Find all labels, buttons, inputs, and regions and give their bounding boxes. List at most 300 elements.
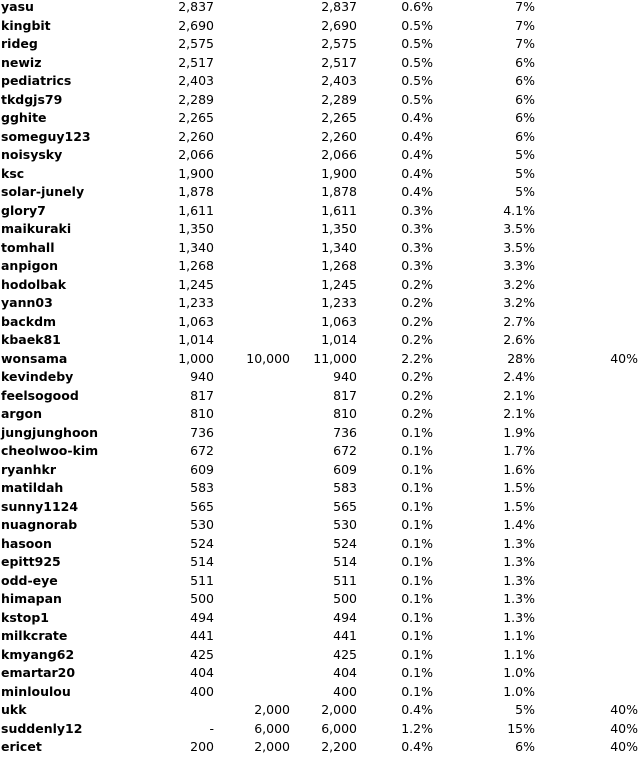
amount-a-cell[interactable]: 2,575 [178,36,214,51]
percent-cell[interactable]: 1.3% [503,609,535,625]
percent-cell[interactable]: 4.1% [503,202,535,218]
percent-cell[interactable]: 3.5% [503,239,535,255]
amount-b-cell[interactable] [216,442,292,461]
amount-a-cell[interactable]: 1,000 [178,350,214,366]
amount-b-cell[interactable] [216,35,292,54]
percent-cell[interactable]: 2.1% [503,387,535,403]
share-cell[interactable]: 0.1% [401,443,433,458]
user-name-cell[interactable]: sunny1124 [1,498,79,514]
percent-cell[interactable]: 5% [515,184,535,199]
amount-b-cell[interactable] [216,276,292,295]
table-row [0,257,640,276]
share-cell[interactable]: 0.1% [401,609,433,625]
amount-a-cell[interactable] [113,701,216,720]
user-name-cell[interactable]: kingbit [1,17,51,33]
user-name-cell[interactable]: argon [1,406,43,421]
rate-cell[interactable] [537,498,640,517]
percent-cell[interactable]: 6% [515,128,535,144]
share-cell[interactable]: 0.2% [401,406,433,421]
rate-cell[interactable] [537,646,640,665]
amount-b-cell[interactable] [216,405,292,424]
amount-b-cell[interactable] [216,498,292,517]
share-cell[interactable]: 0.5% [401,73,433,88]
total-cell[interactable]: 1,245 [321,276,357,292]
rate-cell[interactable] [537,405,640,424]
amount-b-cell[interactable] [216,683,292,702]
amount-a-cell[interactable]: 1,340 [178,239,214,255]
rate-cell[interactable] [537,424,640,443]
total-cell[interactable]: 2,690 [321,17,357,33]
table-row [0,590,640,609]
rate-cell[interactable]: 40% [610,720,638,736]
total-cell[interactable]: 6,000 [321,720,357,736]
user-name-cell[interactable]: himapan [1,591,62,606]
user-name-cell[interactable]: milkcrate [1,628,68,643]
percent-cell[interactable]: 28% [507,350,535,366]
amount-b-cell[interactable] [216,54,292,73]
user-name-cell[interactable]: epitt925 [1,554,61,569]
percent-cell[interactable]: 1.0% [503,665,535,680]
user-name-cell[interactable]: pediatrics [1,73,72,88]
total-cell[interactable]: 530 [333,517,357,532]
amount-b-cell[interactable] [216,331,292,350]
share-cell[interactable]: 0.4% [401,110,433,125]
percent-cell[interactable]: 2.7% [503,313,535,329]
total-cell[interactable]: 583 [333,480,357,495]
total-cell[interactable]: 400 [333,683,357,699]
share-cell[interactable]: 0.2% [401,276,433,292]
share-cell[interactable]: 0.6% [401,0,433,14]
total-cell[interactable]: 2,575 [321,36,357,51]
rate-cell[interactable] [537,183,640,202]
share-cell[interactable]: 0.1% [401,646,433,662]
rate-cell[interactable] [537,590,640,609]
user-name-cell[interactable]: gghite [1,110,47,125]
user-name-cell[interactable]: yasu [1,0,34,14]
share-cell[interactable]: 0.2% [401,332,433,347]
amount-b-cell[interactable] [216,424,292,443]
rate-cell[interactable] [537,165,640,184]
amount-b-cell[interactable] [216,609,292,628]
rate-cell[interactable] [537,516,640,535]
amount-a-cell[interactable]: 200 [190,739,214,754]
percent-cell[interactable]: 1.1% [503,646,535,662]
share-cell[interactable]: 0.1% [401,498,433,514]
total-cell[interactable]: 11,000 [313,350,357,366]
user-name-cell[interactable]: kmyang62 [1,646,75,662]
percent-cell[interactable]: 1.5% [503,480,535,495]
user-name-cell[interactable]: cheolwoo-kim [1,443,99,458]
amount-b-cell[interactable]: 2,000 [254,739,290,754]
rate-cell[interactable] [537,553,640,572]
total-cell[interactable]: 940 [333,369,357,384]
user-name-cell[interactable]: feelsogood [1,387,79,403]
amount-b-cell[interactable] [216,572,292,591]
share-cell[interactable]: 0.5% [401,91,433,107]
share-cell[interactable]: 0.4% [401,128,433,144]
rate-cell[interactable]: 40% [610,350,638,366]
total-cell[interactable]: 817 [333,387,357,403]
amount-a-cell[interactable]: 494 [190,609,214,625]
table-row [0,516,640,535]
user-name-cell[interactable]: kevindeby [1,369,74,384]
amount-a-cell[interactable]: 810 [190,406,214,421]
amount-b-cell[interactable] [216,72,292,91]
amount-b-cell[interactable] [216,202,292,221]
amount-b-cell[interactable]: 2,000 [254,702,290,717]
percent-cell[interactable]: 1.3% [503,535,535,551]
total-cell[interactable]: 1,340 [321,239,357,255]
amount-a-cell[interactable]: 817 [190,387,214,403]
total-cell[interactable]: 672 [333,443,357,458]
amount-a-cell[interactable]: 2,265 [178,110,214,125]
total-cell[interactable]: 2,837 [321,0,357,14]
percent-cell[interactable]: 6% [515,73,535,88]
amount-a-cell[interactable]: 2,260 [178,128,214,144]
amount-b-cell[interactable]: 6,000 [254,720,290,736]
amount-a-cell[interactable]: 500 [190,591,214,606]
amount-b-cell[interactable] [216,109,292,128]
share-cell[interactable]: 0.5% [401,17,433,33]
user-name-cell[interactable]: hasoon [1,535,52,551]
rate-cell[interactable] [537,35,640,54]
percent-cell[interactable]: 1.5% [503,498,535,514]
percent-cell[interactable]: 3.5% [503,221,535,236]
total-cell[interactable]: 2,289 [321,91,357,107]
user-name-cell[interactable]: backdm [1,313,57,329]
amount-a-cell[interactable]: - [209,720,214,736]
percent-cell[interactable]: 6% [515,110,535,125]
amount-a-cell[interactable]: 2,403 [178,73,214,88]
rate-cell[interactable] [537,128,640,147]
share-cell[interactable]: 0.4% [401,165,433,181]
total-cell[interactable]: 2,200 [321,739,357,754]
share-cell[interactable]: 0.1% [401,480,433,495]
user-name-cell[interactable]: nuagnorab [1,517,78,532]
user-name-cell[interactable]: wonsama [1,350,68,366]
amount-b-cell[interactable] [216,368,292,387]
rate-cell[interactable] [537,0,640,17]
user-name-cell[interactable]: ericet [1,739,42,754]
rate-cell[interactable] [537,313,640,332]
total-cell[interactable]: 1,268 [321,258,357,273]
amount-b-cell[interactable] [216,313,292,332]
percent-cell[interactable]: 6% [515,739,535,754]
amount-a-cell[interactable]: 1,063 [178,313,214,329]
user-name-cell[interactable]: ryanhkr [1,461,57,477]
total-cell[interactable]: 2,000 [321,702,357,717]
rate-cell[interactable] [537,442,640,461]
total-cell[interactable]: 2,517 [321,54,357,70]
rate-cell[interactable] [537,220,640,239]
share-cell[interactable]: 1.2% [401,720,433,736]
amount-a-cell[interactable]: 511 [190,572,214,588]
rate-cell[interactable]: 40% [610,739,638,754]
total-cell[interactable]: 2,066 [321,147,357,162]
share-cell[interactable]: 0.1% [401,424,433,440]
percent-cell[interactable]: 5% [515,702,535,717]
amount-a-cell[interactable]: 400 [190,683,214,699]
rate-cell[interactable] [537,368,640,387]
total-cell[interactable]: 1,233 [321,295,357,310]
amount-a-cell[interactable]: 404 [190,665,214,680]
amount-a-cell[interactable]: 2,066 [178,147,214,162]
total-cell[interactable]: 514 [333,554,357,569]
amount-a-cell[interactable]: 1,611 [178,202,214,218]
user-name-cell[interactable]: solar-junely [1,184,85,199]
percent-cell[interactable]: 3.2% [503,276,535,292]
total-cell[interactable]: 500 [333,591,357,606]
amount-a-cell[interactable]: 514 [190,554,214,569]
percent-cell[interactable]: 1.6% [503,461,535,477]
table-row [0,72,640,91]
amount-b-cell[interactable] [216,590,292,609]
amount-a-cell[interactable]: 672 [190,443,214,458]
share-cell[interactable]: 0.1% [401,461,433,477]
amount-b-cell[interactable] [216,183,292,202]
total-cell[interactable]: 494 [333,609,357,625]
share-cell[interactable]: 0.1% [401,572,433,588]
table-row [0,461,640,480]
rate-cell[interactable] [537,609,640,628]
total-cell[interactable]: 511 [333,572,357,588]
amount-a-cell[interactable]: 1,014 [178,332,214,347]
total-cell[interactable]: 810 [333,406,357,421]
share-cell[interactable]: 2.2% [401,350,433,366]
user-name-cell[interactable]: glory7 [1,202,46,218]
percent-cell[interactable]: 6% [515,91,535,107]
user-name-cell[interactable]: noisysky [1,147,63,162]
amount-a-cell[interactable]: 1,233 [178,295,214,310]
amount-b-cell[interactable] [216,479,292,498]
amount-b-cell[interactable] [216,165,292,184]
amount-b-cell[interactable] [216,0,292,17]
total-cell[interactable]: 1,350 [321,221,357,236]
amount-b-cell[interactable] [216,646,292,665]
rate-cell[interactable] [537,72,640,91]
table-row [0,646,640,665]
user-name-cell[interactable]: hodolbak [1,276,67,292]
amount-a-cell[interactable]: 1,268 [178,258,214,273]
amount-b-cell[interactable] [216,294,292,313]
table-row [0,498,640,517]
amount-a-cell[interactable]: 530 [190,517,214,532]
share-cell[interactable]: 0.5% [401,54,433,70]
amount-a-cell[interactable]: 2,837 [178,0,214,14]
percent-cell[interactable]: 15% [507,720,535,736]
rate-cell[interactable]: 40% [610,702,638,717]
percent-cell[interactable]: 2.1% [503,406,535,421]
amount-a-cell[interactable]: 2,289 [178,91,214,107]
share-cell[interactable]: 0.4% [401,739,433,754]
percent-cell[interactable]: 1.3% [503,554,535,569]
user-name-cell[interactable]: tomhall [1,239,55,255]
amount-a-cell[interactable]: 425 [190,646,214,662]
amount-b-cell[interactable] [216,387,292,406]
share-cell[interactable]: 0.3% [401,239,433,255]
percent-cell[interactable]: 1.7% [503,443,535,458]
amount-a-cell[interactable]: 1,350 [178,221,214,236]
percent-cell[interactable]: 5% [515,147,535,162]
percent-cell[interactable]: 2.4% [503,369,535,384]
total-cell[interactable]: 565 [333,498,357,514]
share-cell[interactable]: 0.4% [401,702,433,717]
amount-a-cell[interactable]: 1,900 [178,165,214,181]
share-cell[interactable]: 0.3% [401,221,433,236]
total-cell[interactable]: 2,260 [321,128,357,144]
percent-cell[interactable]: 1.1% [503,628,535,643]
amount-b-cell[interactable] [216,91,292,110]
amount-a-cell[interactable]: 940 [190,369,214,384]
amount-a-cell[interactable]: 583 [190,480,214,495]
user-name-cell[interactable]: newiz [1,54,42,70]
amount-b-cell[interactable] [216,461,292,480]
rate-cell[interactable] [537,479,640,498]
share-cell[interactable]: 0.3% [401,258,433,273]
table-row [0,387,640,406]
percent-cell[interactable]: 3.2% [503,295,535,310]
share-cell[interactable]: 0.1% [401,517,433,532]
share-cell[interactable]: 0.2% [401,387,433,403]
total-cell[interactable]: 1,900 [321,165,357,181]
amount-b-cell[interactable] [216,17,292,36]
total-cell[interactable]: 2,403 [321,73,357,88]
table-row [0,368,640,387]
amount-b-cell[interactable] [216,516,292,535]
rate-cell[interactable] [537,387,640,406]
rate-cell[interactable] [537,257,640,276]
rate-cell[interactable] [537,331,640,350]
amount-a-cell[interactable]: 441 [190,628,214,643]
share-cell[interactable]: 0.1% [401,628,433,643]
amount-a-cell[interactable]: 609 [190,461,214,477]
table-row [0,220,640,239]
percent-cell[interactable]: 3.3% [503,258,535,273]
amount-a-cell[interactable]: 2,690 [178,17,214,33]
total-cell[interactable]: 441 [333,628,357,643]
share-cell[interactable]: 0.4% [401,184,433,199]
percent-cell[interactable]: 7% [515,0,535,14]
rate-cell[interactable] [537,664,640,683]
amount-a-cell[interactable]: 524 [190,535,214,551]
amount-a-cell[interactable]: 1,245 [178,276,214,292]
user-name-cell[interactable]: ksc [1,165,25,181]
amount-b-cell[interactable] [216,128,292,147]
share-cell[interactable]: 0.2% [401,295,433,310]
percent-cell[interactable]: 6% [515,54,535,70]
amount-b-cell[interactable] [216,664,292,683]
total-cell[interactable]: 404 [333,665,357,680]
user-name-cell[interactable]: yann03 [1,295,53,310]
rate-cell[interactable] [537,109,640,128]
rate-cell[interactable] [537,294,640,313]
user-name-cell[interactable]: emartar20 [1,665,76,680]
rate-cell[interactable] [537,572,640,591]
total-cell[interactable]: 2,265 [321,110,357,125]
amount-a-cell[interactable]: 736 [190,424,214,440]
rate-cell[interactable] [537,627,640,646]
user-name-cell[interactable]: maikuraki [1,221,72,236]
share-cell[interactable]: 0.1% [401,665,433,680]
percent-cell[interactable]: 7% [515,36,535,51]
total-cell[interactable]: 1,611 [321,202,357,218]
user-name-cell[interactable]: suddenly12 [1,720,83,736]
percent-cell[interactable]: 7% [515,17,535,33]
amount-b-cell[interactable] [216,146,292,165]
total-cell[interactable]: 425 [333,646,357,662]
amount-a-cell[interactable]: 2,517 [178,54,214,70]
total-cell[interactable]: 1,014 [321,332,357,347]
share-cell[interactable]: 0.1% [401,535,433,551]
rate-cell[interactable] [537,146,640,165]
total-cell[interactable]: 736 [333,424,357,440]
user-name-cell[interactable]: rideg [1,36,38,51]
share-cell[interactable]: 0.3% [401,202,433,218]
amount-b-cell[interactable] [216,220,292,239]
percent-cell[interactable]: 1.9% [503,424,535,440]
amount-b-cell[interactable] [216,239,292,258]
total-cell[interactable]: 1,063 [321,313,357,329]
user-name-cell[interactable]: tkdgjs79 [1,91,63,107]
user-name-cell[interactable]: jungjunghoon [1,424,99,440]
share-cell[interactable]: 0.4% [401,147,433,162]
share-cell[interactable]: 0.2% [401,369,433,384]
share-cell[interactable]: 0.5% [401,36,433,51]
table-row [0,424,640,443]
total-cell[interactable]: 524 [333,535,357,551]
table-row [0,294,640,313]
user-name-cell[interactable]: minloulou [1,683,71,699]
rate-cell[interactable] [537,17,640,36]
user-name-cell[interactable]: kbaek81 [1,332,61,347]
rate-cell[interactable] [537,202,640,221]
amount-b-cell[interactable] [216,257,292,276]
rate-cell[interactable] [537,54,640,73]
percent-cell[interactable]: 1.3% [503,591,535,606]
amount-b-cell[interactable] [216,535,292,554]
percent-cell[interactable]: 5% [515,165,535,181]
amount-a-cell[interactable]: 1,878 [178,184,214,199]
amount-b-cell[interactable] [216,627,292,646]
user-name-cell[interactable]: someguy123 [1,128,91,144]
table-row [0,701,640,720]
amount-b-cell[interactable]: 10,000 [246,350,290,366]
user-name-cell[interactable]: kstop1 [1,609,49,625]
rate-cell[interactable] [537,239,640,258]
percent-cell[interactable]: 1.4% [503,517,535,532]
user-name-cell[interactable]: odd-eye [1,572,58,588]
total-cell[interactable]: 609 [333,461,357,477]
user-name-cell[interactable]: anpigon [1,258,59,273]
percent-cell[interactable]: 1.0% [503,683,535,699]
share-cell[interactable]: 0.1% [401,591,433,606]
rate-cell[interactable] [537,276,640,295]
amount-a-cell[interactable]: 565 [190,498,214,514]
share-cell[interactable]: 0.1% [401,683,433,699]
user-name-cell[interactable]: ukk [1,702,27,717]
amount-b-cell[interactable] [216,553,292,572]
rate-cell[interactable] [537,461,640,480]
share-cell[interactable]: 0.1% [401,554,433,569]
user-name-cell[interactable]: matildah [1,480,64,495]
share-cell[interactable]: 0.2% [401,313,433,329]
rate-cell[interactable] [537,91,640,110]
total-cell[interactable]: 1,878 [321,184,357,199]
rate-cell[interactable] [537,535,640,554]
percent-cell[interactable]: 2.6% [503,332,535,347]
percent-cell[interactable]: 1.3% [503,572,535,588]
rate-cell[interactable] [537,683,640,702]
